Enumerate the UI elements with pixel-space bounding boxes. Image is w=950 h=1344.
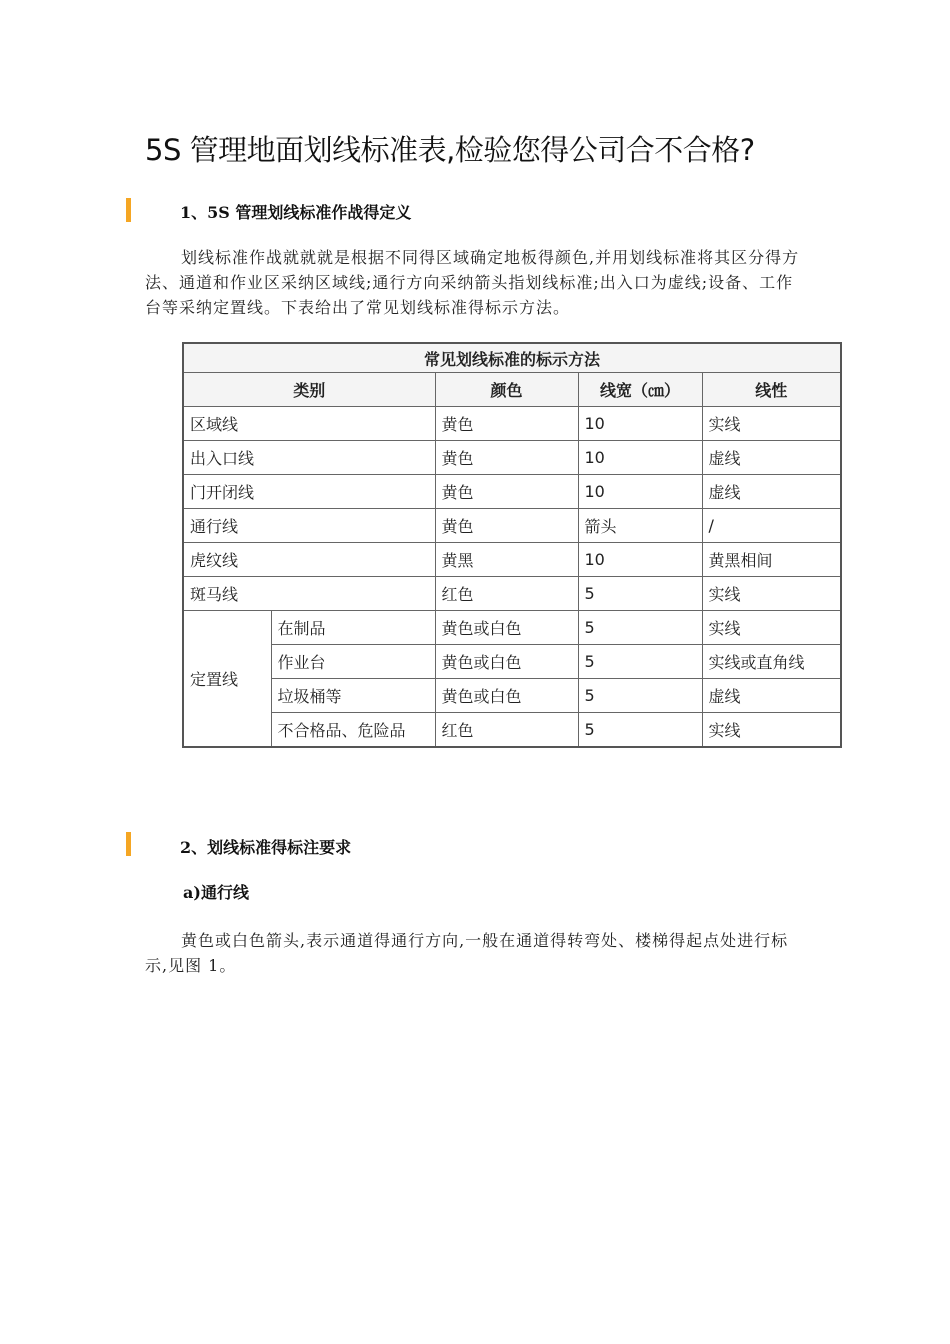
cell-color: 黄色 — [435, 509, 578, 543]
cell-color: 黄色 — [435, 407, 578, 441]
cell-width: 箭头 — [578, 509, 702, 543]
cell-width: 10 — [578, 475, 702, 509]
header-width: 线宽（㎝） — [578, 373, 702, 407]
cell-type: 实线或直角线 — [702, 645, 841, 679]
table-caption: 常见划线标准的标示方法 — [183, 343, 841, 373]
cell-category: 出入口线 — [183, 441, 435, 475]
cell-subcategory: 不合格品、危险品 — [271, 713, 435, 748]
section-2-paragraph: 黄色或白色箭头,表示通道得通行方向,一般在通道得转弯处、楼梯得起点处进行标示,见图 1。 — [145, 931, 789, 975]
cell-type: 虚线 — [702, 441, 841, 475]
line-standard-table-image — [182, 342, 843, 760]
cell-subcategory: 在制品 — [271, 611, 435, 645]
header-type: 线性 — [702, 373, 841, 407]
section-1-paragraph: 划线标准作战就就就是根据不同得区域确定地板得颜色,并用划线标准将其区分得方法、通道和作业区采纳区域线;通行方向采纳箭头指划线标准;出入口为虚线;设备、工作台等采纳定置线。下表给出了常见划线标准得标示方法。 — [145, 248, 800, 317]
cell-type: 黄黑相间 — [702, 543, 841, 577]
cell-width: 5 — [578, 679, 702, 713]
table-row — [183, 543, 841, 577]
cell-type: 虚线 — [702, 679, 841, 713]
cell-width: 5 — [578, 611, 702, 645]
cell-group-category: 定置线 — [183, 611, 271, 748]
table-row — [183, 407, 841, 441]
table-row — [183, 611, 841, 645]
cell-type: 实线 — [702, 407, 841, 441]
table-row — [183, 577, 841, 611]
header-category: 类别 — [183, 373, 435, 407]
cell-width: 5 — [578, 713, 702, 748]
cell-type: 实线 — [702, 713, 841, 748]
cell-color: 黄色 — [435, 475, 578, 509]
cell-subcategory: 垃圾桶等 — [271, 679, 435, 713]
section-1-marker — [126, 198, 131, 222]
table-row — [183, 679, 841, 713]
cell-color: 红色 — [435, 713, 578, 748]
cell-color: 黄黑 — [435, 543, 578, 577]
section-1-heading: 1、5S 管理划线标准作战得定义 — [180, 203, 412, 222]
section-2-subheading: a)通行线 — [183, 883, 249, 902]
cell-category: 门开闭线 — [183, 475, 435, 509]
header-color: 颜色 — [435, 373, 578, 407]
cell-color: 黄色 — [435, 441, 578, 475]
cell-subcategory: 作业台 — [271, 645, 435, 679]
cell-category: 虎纹线 — [183, 543, 435, 577]
cell-width: 10 — [578, 543, 702, 577]
section-2-heading: 2、划线标准得标注要求 — [180, 838, 352, 857]
cell-width: 5 — [578, 645, 702, 679]
table-row — [183, 441, 841, 475]
cell-type: / — [702, 509, 841, 543]
cell-category: 区域线 — [183, 407, 435, 441]
cell-type: 虚线 — [702, 475, 841, 509]
table-row — [183, 713, 841, 748]
table-row — [183, 475, 841, 509]
cell-color: 黄色或白色 — [435, 611, 578, 645]
table-row — [183, 509, 841, 543]
cell-type: 实线 — [702, 577, 841, 611]
cell-width: 10 — [578, 407, 702, 441]
cell-color: 红色 — [435, 577, 578, 611]
cell-color: 黄色或白色 — [435, 679, 578, 713]
cell-color: 黄色或白色 — [435, 645, 578, 679]
cell-category: 斑马线 — [183, 577, 435, 611]
line-standard-table — [182, 342, 842, 748]
cell-category: 通行线 — [183, 509, 435, 543]
cell-width: 10 — [578, 441, 702, 475]
table-row — [183, 645, 841, 679]
cell-width: 5 — [578, 577, 702, 611]
section-2-marker — [126, 832, 131, 856]
page-title: 5S 管理地面划线标准表,检验您得公司合不合格? — [145, 133, 755, 167]
cell-type: 实线 — [702, 611, 841, 645]
